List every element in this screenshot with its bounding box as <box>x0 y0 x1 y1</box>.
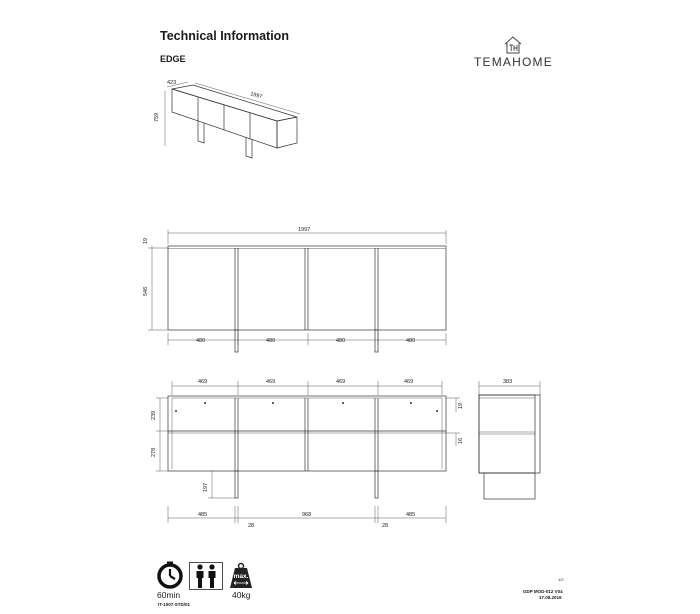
iso-width-label: 1997 <box>249 91 263 101</box>
side-depth-label: 383 <box>503 379 513 385</box>
front-door-width-4: 480 <box>406 338 416 344</box>
lower-height-label: 278 <box>151 447 157 457</box>
iso-height-label: 759 <box>154 112 160 122</box>
two-person-icon <box>189 562 223 590</box>
front-top-offset: 19 <box>143 237 149 244</box>
bottom-dim-right: 485 <box>406 512 416 518</box>
doc-code-left: IT-1007-STD/01 <box>158 602 191 607</box>
front-door-width-3: 480 <box>336 338 346 344</box>
leg-height-label: 197 <box>203 482 209 492</box>
front-view <box>148 230 446 352</box>
shelf-gap-mid-label: 16 <box>458 437 464 444</box>
bottom-dim-leg-left: 28 <box>248 523 255 529</box>
upper-height-label: 239 <box>151 410 157 420</box>
assembly-time: 60min <box>157 590 181 600</box>
model-name: EDGE <box>160 54 186 64</box>
weight-badge-text: max. <box>233 573 249 580</box>
max-weight-icon <box>225 562 257 590</box>
front-door-width-1: 480 <box>196 338 206 344</box>
open-view <box>156 381 460 523</box>
shelf-gap-top-label: 19 <box>458 402 464 409</box>
bottom-dim-leg-right: 28 <box>382 523 389 529</box>
doc-code-right: GDP MOD-012 V04 <box>523 589 563 594</box>
bay-width-1: 469 <box>198 379 208 385</box>
front-door-height: 546 <box>143 286 149 296</box>
side-view <box>479 381 540 499</box>
bay-width-4: 469 <box>404 379 414 385</box>
front-door-width-2: 480 <box>266 338 276 344</box>
bay-width-2: 469 <box>266 379 276 385</box>
front-overall-width: 1997 <box>298 227 311 233</box>
page-number: 1/2 <box>558 577 564 582</box>
stopwatch-icon <box>155 560 185 590</box>
isometric-view <box>165 82 300 158</box>
iso-depth-label: 423 <box>167 80 177 86</box>
doc-date: 17.08.2016 <box>539 595 562 600</box>
brand-name: TEMAHOME <box>474 55 553 69</box>
bottom-dim-center: 968 <box>302 512 312 518</box>
bay-width-3: 469 <box>336 379 346 385</box>
max-weight: 40kg <box>232 590 251 600</box>
page-title: Technical Information <box>160 29 289 43</box>
bottom-dim-left: 485 <box>198 512 208 518</box>
door-knobs <box>175 402 438 412</box>
